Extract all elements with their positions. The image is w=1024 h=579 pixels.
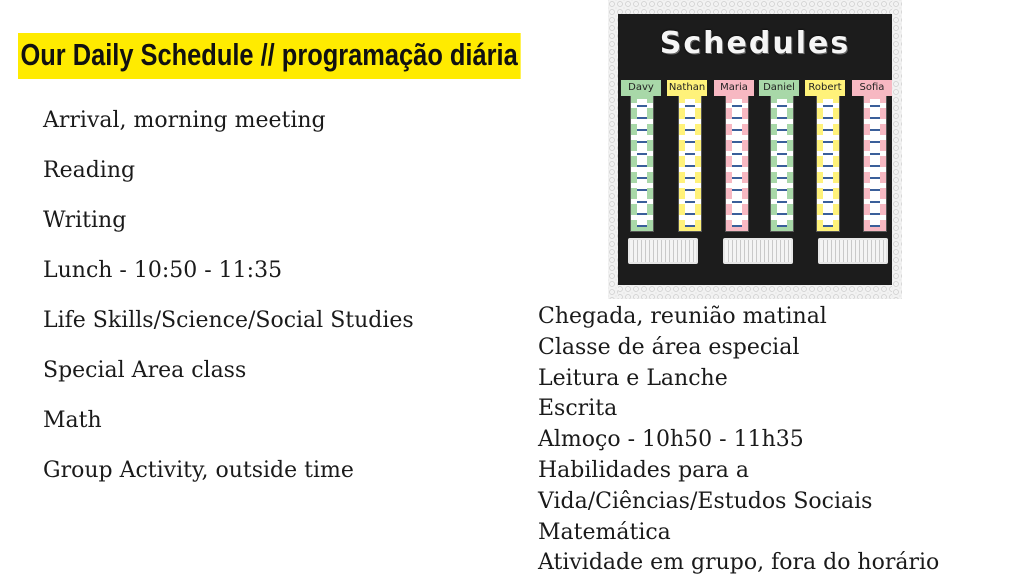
english-schedule-list xyxy=(43,104,414,504)
portuguese-schedule-item: Escrita xyxy=(538,396,618,422)
basket xyxy=(628,238,698,264)
portuguese-schedule-item: Almoço - 10h50 - 11h35 xyxy=(538,427,804,453)
portuguese-schedule-item: Classe de área especial xyxy=(538,334,800,360)
schedule-strip xyxy=(725,80,749,232)
basket xyxy=(818,238,888,264)
schedule-board-photo xyxy=(608,0,902,299)
schedule-strip xyxy=(816,80,840,232)
portuguese-schedule-item: Vida/Ciências/Estudos Sociais xyxy=(538,488,873,514)
schedule-strip xyxy=(678,80,702,232)
english-schedule-item: Lunch - 10:50 - 11:35 xyxy=(43,258,283,283)
english-schedule-item: Writing xyxy=(43,208,127,233)
student-name-tag: Daniel xyxy=(759,80,799,96)
board-heading: Schedules xyxy=(659,26,851,61)
portuguese-schedule-list xyxy=(538,302,939,579)
page-title: Our Daily Schedule // programação diária xyxy=(18,33,521,79)
portuguese-schedule-item: Leitura e Lanche xyxy=(538,365,728,391)
board-border xyxy=(608,285,902,299)
english-schedule-item: Life Skills/Science/Social Studies xyxy=(43,308,414,333)
english-schedule-item: Math xyxy=(43,408,102,433)
board-border xyxy=(608,0,902,14)
schedule-strip xyxy=(863,80,887,232)
portuguese-schedule-item: Chegada, reunião matinal xyxy=(538,304,827,329)
english-schedule-item: Reading xyxy=(43,158,136,183)
student-name-tag: Nathan xyxy=(667,80,707,96)
english-schedule-item: Group Activity, outside time xyxy=(43,458,354,483)
portuguese-schedule-item: Matemática xyxy=(538,519,671,545)
english-schedule-item: Special Area class xyxy=(43,358,247,383)
student-name-tag: Robert xyxy=(805,80,845,96)
portuguese-schedule-item: Habilidades para a xyxy=(538,457,750,483)
student-name-tag: Maria xyxy=(714,80,754,96)
schedule-strip xyxy=(770,80,794,232)
portuguese-schedule-item: Atividade em grupo, fora do horário xyxy=(538,550,940,576)
english-schedule-item: Arrival, morning meeting xyxy=(43,108,326,133)
student-name-tag: Davy xyxy=(621,80,661,96)
schedule-strip xyxy=(630,80,654,232)
student-name-tag: Sofia xyxy=(852,80,892,96)
basket xyxy=(723,238,793,264)
